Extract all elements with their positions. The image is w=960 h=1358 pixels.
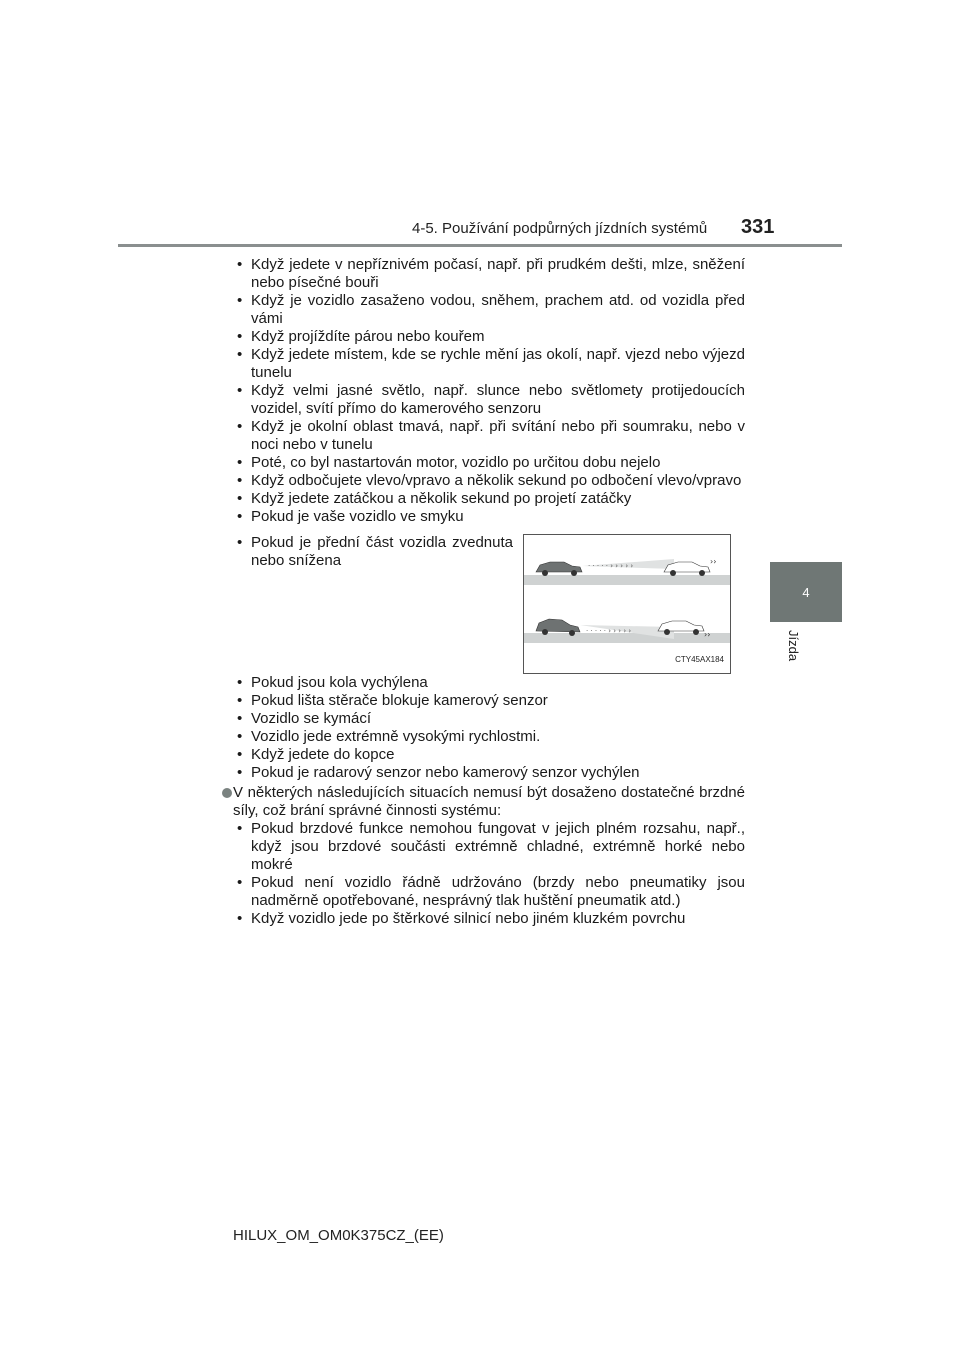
figure-code: CTY45AX184 xyxy=(675,655,724,664)
figure-row xyxy=(233,534,745,674)
list-item: • Pokud je radarový senzor nebo kamerový senzor vychýlen xyxy=(233,764,745,782)
document-code: HILUX_OM_OM0K375CZ_(EE) xyxy=(233,1227,444,1244)
braking-note xyxy=(223,784,745,820)
list-item: • Pokud je přední část vozidla zvednuta nebo snížena xyxy=(233,534,513,570)
list-item: • Vozidlo jede extrémně vysokými rychlostmi. xyxy=(233,728,745,746)
list-item: • Poté, co byl nastartován motor, vozidlo po určitou dobu nejelo xyxy=(233,454,745,472)
bullet-list-middle xyxy=(233,674,745,782)
list-item: • Pokud není vozidlo řádně udržováno (brzdy nebo pneumatiky jsou nadměrně opotřebované, nesprávný tlak huštění pneumatik atd.) xyxy=(233,874,745,910)
chapter-tab xyxy=(770,562,842,622)
page-content xyxy=(233,256,745,928)
list-item: • Když projíždíte párou nebo kouřem xyxy=(233,328,745,346)
list-item: • Když velmi jasné světlo, např. slunce nebo světlomety protijedoucích vozidel, svítí přímo do kamerového senzoru xyxy=(233,382,745,418)
page-number: 331 xyxy=(741,216,775,238)
list-item: • Když je okolní oblast tmavá, např. při svítání nebo při soumraku, nebo v noci nebo v tunelu xyxy=(233,418,745,454)
list-item: • Pokud lišta stěrače blokuje kamerový senzor xyxy=(233,692,745,710)
chapter-label: Jízda xyxy=(786,630,801,662)
svg-text:››: ›› xyxy=(704,630,711,639)
list-item: • Když jedete místem, kde se rychle mění jas okolí, např. vjezd nebo výjezd tunelu xyxy=(233,346,745,382)
list-item: • Když jedete v nepříznivém počasí, např. při prudkém dešti, mlze, sněžení nebo písečné bouři xyxy=(233,256,745,292)
list-item: • Pokud brzdové funkce nemohou fungovat v jejich plném rozsahu, např., když jsou brzdové součásti extrémně chladné, extrémně horké nebo mokré xyxy=(233,820,745,874)
svg-text:· · · · · › › › › ›: · · · · · › › › › › xyxy=(586,627,632,635)
bullet-list-top xyxy=(233,256,745,526)
list-item: • Vozidlo se kymácí xyxy=(233,710,745,728)
own-car-top xyxy=(536,562,582,576)
note-text: V některých následujících situacích nemusí být dosaženo dostatečné brzdné síly, což brání správné činnosti systému: xyxy=(233,784,745,819)
note-bullet-icon xyxy=(222,788,232,798)
list-item: • Když odbočujete vlevo/vpravo a několik sekund po odbočení vlevo/vpravo xyxy=(233,472,745,490)
list-item: • Když jedete do kopce xyxy=(233,746,745,764)
sensor-beam-top xyxy=(582,559,674,570)
chapter-number: 4 xyxy=(802,584,810,600)
list-item: • Pokud je vaše vozidlo ve smyku xyxy=(233,508,745,526)
bullet-list-bottom xyxy=(233,820,745,928)
list-item: • Když vozidlo jede po štěrkové silnicí nebo jiném kluzkém povrchu xyxy=(233,910,745,928)
bullet-list-figure xyxy=(233,534,513,674)
list-item: • Když jedete zatáčkou a několik sekund po projetí zatáčky xyxy=(233,490,745,508)
vehicle-pitch-illustration xyxy=(523,534,731,674)
svg-text:· · · · · › › › › ›: · · · · · › › › › › xyxy=(588,562,634,570)
list-item: • Pokud jsou kola vychýlena xyxy=(233,674,745,692)
header-divider xyxy=(118,244,842,247)
section-title: 4-5. Používání podpůrných jízdních systémů xyxy=(412,220,708,237)
road-surface-top xyxy=(524,575,730,585)
svg-text:››: ›› xyxy=(710,557,717,566)
list-item: • Když je vozidlo zasaženo vodou, sněhem, prachem atd. od vozidla před vámi xyxy=(233,292,745,328)
